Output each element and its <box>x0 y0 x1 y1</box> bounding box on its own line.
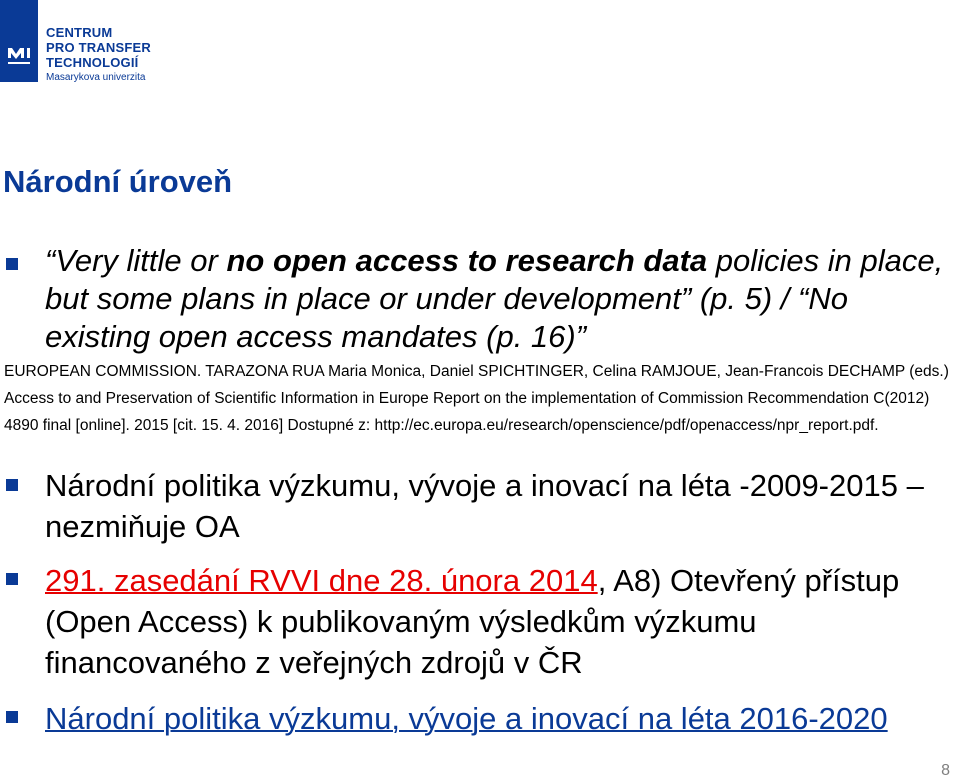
logo-text <box>46 25 151 84</box>
bullet-square-icon <box>6 479 18 491</box>
reference-citation: EUROPEAN COMMISSION. TARAZONA RUA Maria Monica, Daniel SPICHTINGER, Celina RAMJOUE, Jean-Francois DECHAMP (eds.) Access to and Preservation of Scientific Information in Europe Report on the implementation of Commission Recommendation C(2012) 4890 final [online]. 2015 [cit. 15. 4. 2016] Dostupné z: http://ec.europa.eu/research/openscience/pdf/openaccess/npr_report.pdf. <box>4 363 949 434</box>
logo-subtitle: Masarykova univerzita <box>46 72 146 83</box>
bullet-quote-part1: Very little or <box>55 243 227 278</box>
bullet-square-icon <box>6 258 18 270</box>
slide-title: Národní úroveň <box>3 164 233 199</box>
mu-logo-icon <box>0 0 38 82</box>
logo-line-1: CENTRUM <box>46 25 113 40</box>
logo-line-2: PRO TRANSFER <box>46 40 151 55</box>
rvvi-session-text: , A8) Otevřený přístup (Open Access) k publikovaným výsledkům výzkumu financovaného z veřejných zdrojů v ČR <box>45 563 900 680</box>
logo-line-3: TECHNOLOGIÍ <box>46 55 139 70</box>
bullet-square-icon <box>6 573 18 585</box>
rvvi-session-link[interactable]: 291. zasedání RVVI dne 28. února 2014 <box>45 563 598 598</box>
bullet-national-policy-2009: Národní politika výzkumu, vývoje a inovací na léta -2009-2015 – nezmiňuje OA <box>45 468 924 544</box>
bullet-quote: “Very little or no open access to research data policies in place, but some plans in place or under development” (p. 5) / “No existing open access mandates (p. 16)” <box>45 243 944 354</box>
bullet-quote-part2: policies in place, but some plans in place or under development” (p. 5) / “No existing open access mandates (p. 16)” <box>45 243 944 354</box>
bullet-quote-emphasis: no open access to research data <box>226 243 708 278</box>
university-logo-emblem <box>0 0 38 82</box>
page-number: 8 <box>941 762 950 779</box>
bullet-rvvi-session <box>45 560 945 683</box>
national-policy-2016-link[interactable]: Národní politika výzkumu, vývoje a inovací na léta 2016-2020 <box>45 701 888 736</box>
bullet-national-policy-2016 <box>45 698 925 739</box>
bullet-square-icon <box>6 711 18 723</box>
